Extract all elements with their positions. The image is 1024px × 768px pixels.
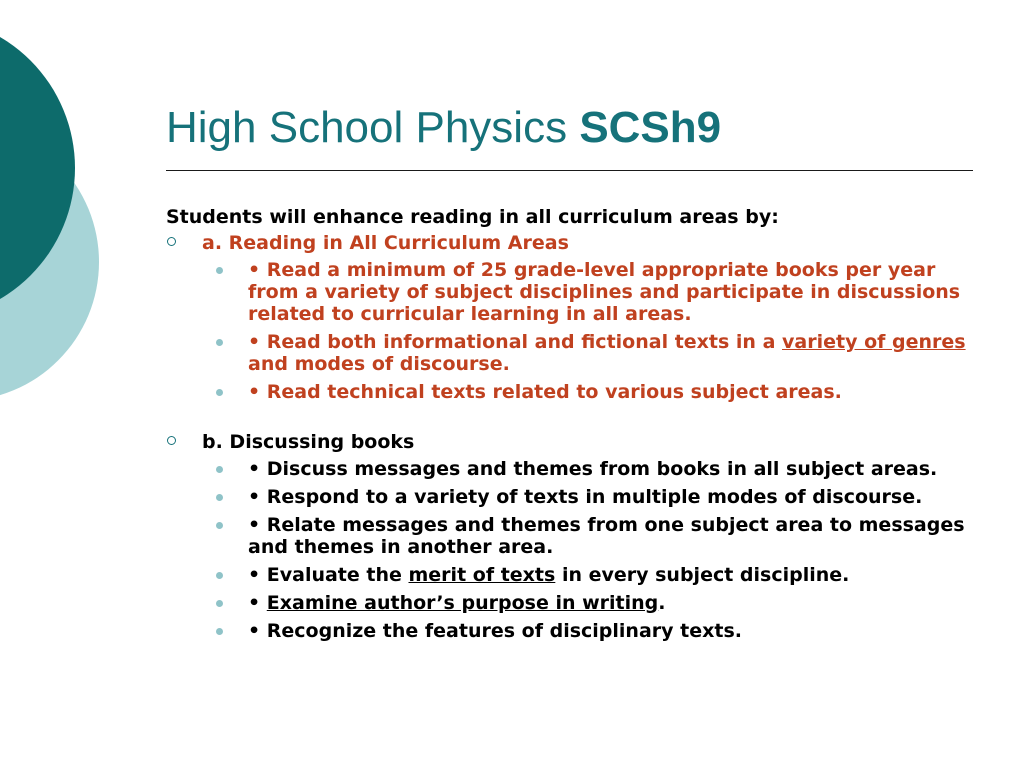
list-item-text-start: • [248,592,267,614]
section-discussing-list [202,458,976,642]
dot-bullet-icon [216,628,223,635]
list-item-text: • Read technical texts related to various subject areas. [248,381,842,403]
list-item [202,564,976,586]
decorative-circles [0,0,140,420]
section-reading-list [202,259,976,403]
ring-bullet-icon [167,436,176,445]
variety-of-genres-link[interactable]: variety of genres [782,331,966,353]
list-item-text-start: • Evaluate the [248,564,409,586]
dot-bullet-icon [216,389,223,396]
list-item-text: • Respond to a variety of texts in multiple modes of discourse. [248,486,923,508]
list-item [202,620,976,642]
list-item [202,514,976,558]
title-divider [166,170,973,171]
list-item [202,331,976,375]
intro-text: Students will enhance reading in all curriculum areas by: [166,206,779,228]
slide-title [166,98,721,158]
section-discussing [166,431,976,642]
merit-of-texts-link[interactable]: merit of texts [408,564,556,586]
section-reading [166,232,976,403]
dot-bullet-icon [216,522,223,529]
list-item [202,259,976,325]
examine-authors-purpose-link[interactable]: Examine author’s purpose in writing [266,592,659,614]
dot-bullet-icon [216,267,223,274]
list-item [202,381,976,403]
dot-bullet-icon [216,466,223,473]
dot-bullet-icon [216,494,223,501]
list-item [202,592,976,614]
list-item-text-start: • Read both informational and fictional texts in a [248,331,783,353]
slide-title-code: SCSh9 [579,103,722,152]
list-item [202,458,976,480]
list-item-text-end: . [658,592,666,614]
list-item-text: • Discuss messages and themes from books in all subject areas. [248,458,938,480]
list-item-text-end: in every subject discipline. [555,564,850,586]
list-item-text-end: and modes of discourse. [248,353,510,375]
section-discussing-title: b. Discussing books [202,431,415,453]
dot-bullet-icon [216,339,223,346]
list-item-text: • Relate messages and themes from one subject area to messages and themes in another area. [248,514,965,558]
ring-bullet-icon [167,237,176,246]
dot-bullet-icon [216,572,223,579]
list-item-text: • Recognize the features of disciplinary texts. [248,620,742,642]
list-item-text: • Read a minimum of 25 grade-level appropriate books per year from a variety of subject disciplines and participate in discussions related to curricular learning in all areas. [248,259,961,325]
section-reading-title: a. Reading in All Curriculum Areas [202,232,569,254]
slide-body [166,206,976,648]
list-item [202,486,976,508]
dot-bullet-icon [216,600,223,607]
slide-title-main: High School Physics [166,103,568,152]
